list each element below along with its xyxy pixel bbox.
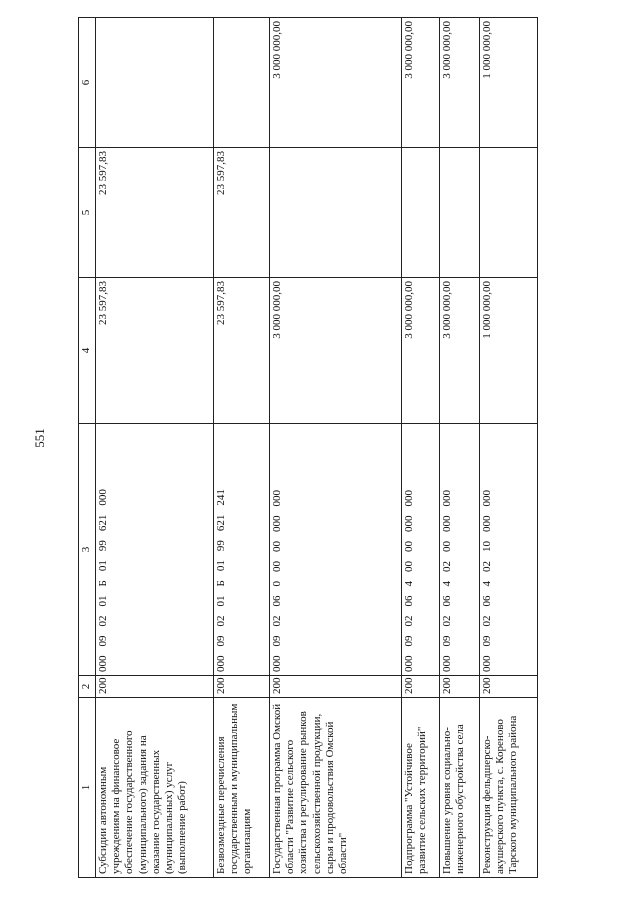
class-code: 000 bbox=[441, 515, 453, 532]
header-cell-2: 2 bbox=[79, 676, 96, 698]
class-code: 01 bbox=[97, 560, 109, 572]
row-amount-4: 3 000 000,00 bbox=[402, 278, 440, 424]
class-code: Б bbox=[97, 580, 109, 587]
row-name: Подпрограмма "Устойчивое развитие сельских территорий" bbox=[402, 698, 440, 878]
row-classification bbox=[402, 424, 440, 676]
class-code: 000 bbox=[441, 655, 453, 672]
header-cell-3: 3 bbox=[79, 424, 96, 676]
row-amount-5: 23 597,83 bbox=[214, 148, 270, 278]
row-code: 200 bbox=[214, 676, 270, 698]
class-code: 09 bbox=[215, 635, 227, 647]
header-cell-4: 4 bbox=[79, 278, 96, 424]
class-code: 000 bbox=[97, 655, 109, 672]
class-code: 000 bbox=[97, 489, 109, 506]
class-code: 01 bbox=[215, 560, 227, 572]
row-amount-6 bbox=[214, 18, 270, 148]
table-row bbox=[402, 18, 440, 878]
row-amount-6: 3 000 000,00 bbox=[402, 18, 440, 148]
class-code: 000 bbox=[271, 490, 283, 507]
class-code: 06 bbox=[441, 595, 453, 607]
class-code: 621 bbox=[97, 514, 109, 532]
class-code: 09 bbox=[441, 635, 453, 647]
budget-table bbox=[78, 17, 538, 878]
class-code: 000 bbox=[481, 490, 493, 507]
table-row bbox=[96, 18, 214, 878]
row-name: Реконструкция фельдшерско-акушерского пункта, с. Кореново Тарского муниципального района bbox=[480, 698, 538, 878]
class-code: 06 bbox=[403, 595, 415, 607]
class-code: 10 bbox=[481, 541, 493, 552]
row-classification bbox=[270, 424, 402, 676]
row-name: Субсидии автономным учреждениям на финансовое обеспечение государственного (муниципального) задания на оказание государственных (муниципальных) услуг (выполнение работ) bbox=[96, 698, 214, 878]
page-number: 551 bbox=[32, 428, 47, 448]
class-code: 02 bbox=[481, 561, 493, 572]
class-code: 02 bbox=[97, 615, 109, 627]
class-code: 00 bbox=[441, 541, 453, 552]
row-classification bbox=[480, 424, 538, 676]
table-row bbox=[270, 18, 402, 878]
class-code: 00 bbox=[403, 541, 415, 552]
class-code: 02 bbox=[481, 615, 493, 627]
class-code: 02 bbox=[441, 615, 453, 627]
class-code: 06 bbox=[481, 595, 493, 607]
class-code: 000 bbox=[271, 655, 283, 672]
class-code: 09 bbox=[403, 635, 415, 647]
row-name: Безвозмездные перечисления государственным и муниципальным организациям bbox=[214, 698, 270, 878]
row-amount-4: 23 597,83 bbox=[96, 278, 214, 424]
row-name: Государственная программа Омской области "Развитие сельского хозяйства и регулирование рынков сельскохозяйственной продукции, сырья и продовольствия Омской области" bbox=[270, 698, 402, 878]
row-amount-5: 23 597,83 bbox=[96, 148, 214, 278]
class-code: 01 bbox=[97, 595, 109, 607]
header-row bbox=[79, 18, 96, 878]
table-row bbox=[480, 18, 538, 878]
row-amount-4: 3 000 000,00 bbox=[270, 278, 402, 424]
budget-table-rotated bbox=[78, 18, 634, 878]
class-code: 99 bbox=[215, 540, 227, 552]
row-amount-4: 1 000 000,00 bbox=[480, 278, 538, 424]
row-classification bbox=[214, 424, 270, 676]
row-classification bbox=[440, 424, 480, 676]
row-code: 200 bbox=[480, 676, 538, 698]
row-amount-5 bbox=[440, 148, 480, 278]
table-row bbox=[214, 18, 270, 878]
class-code: 4 bbox=[481, 581, 493, 587]
class-code: 00 bbox=[271, 541, 283, 552]
class-code: 02 bbox=[271, 615, 283, 627]
class-code: 000 bbox=[403, 655, 415, 672]
row-amount-6: 3 000 000,00 bbox=[270, 18, 402, 148]
class-code: 02 bbox=[215, 615, 227, 627]
class-code: 00 bbox=[271, 561, 283, 572]
row-code: 200 bbox=[270, 676, 402, 698]
row-name: Повышение уровня социально-инженерного обустройства села bbox=[440, 698, 480, 878]
class-code: 01 bbox=[215, 595, 227, 607]
class-code: 000 bbox=[403, 515, 415, 532]
class-code: Б bbox=[215, 580, 227, 587]
class-code: 02 bbox=[441, 561, 453, 572]
class-code: 0 bbox=[271, 581, 283, 587]
row-amount-6: 1 000 000,00 bbox=[480, 18, 538, 148]
row-amount-4: 3 000 000,00 bbox=[440, 278, 480, 424]
class-code: 000 bbox=[271, 515, 283, 532]
row-classification bbox=[96, 424, 214, 676]
class-code: 09 bbox=[481, 635, 493, 647]
row-code: 200 bbox=[96, 676, 214, 698]
class-code: 02 bbox=[403, 615, 415, 627]
row-amount-6: 3 000 000,00 bbox=[440, 18, 480, 148]
row-amount-5 bbox=[402, 148, 440, 278]
class-code: 000 bbox=[441, 490, 453, 507]
class-code: 06 bbox=[271, 595, 283, 607]
row-code: 200 bbox=[440, 676, 480, 698]
row-amount-6 bbox=[96, 18, 214, 148]
row-amount-4: 23 597,83 bbox=[214, 278, 270, 424]
header-cell-5: 5 bbox=[79, 148, 96, 278]
header-cell-6: 6 bbox=[79, 18, 96, 148]
class-code: 09 bbox=[271, 635, 283, 647]
row-amount-5 bbox=[480, 148, 538, 278]
class-code: 000 bbox=[403, 490, 415, 507]
class-code: 621 bbox=[215, 514, 227, 532]
class-code: 09 bbox=[97, 635, 109, 647]
table-row bbox=[440, 18, 480, 878]
row-amount-5 bbox=[270, 148, 402, 278]
class-code: 00 bbox=[403, 561, 415, 572]
class-code: 4 bbox=[403, 581, 415, 587]
class-code: 4 bbox=[441, 581, 453, 587]
class-code: 000 bbox=[481, 655, 493, 672]
row-code: 200 bbox=[402, 676, 440, 698]
class-code: 99 bbox=[97, 540, 109, 552]
class-code: 241 bbox=[215, 489, 227, 506]
class-code: 000 bbox=[481, 515, 493, 532]
class-code: 000 bbox=[215, 655, 227, 672]
header-cell-1: 1 bbox=[79, 698, 96, 878]
